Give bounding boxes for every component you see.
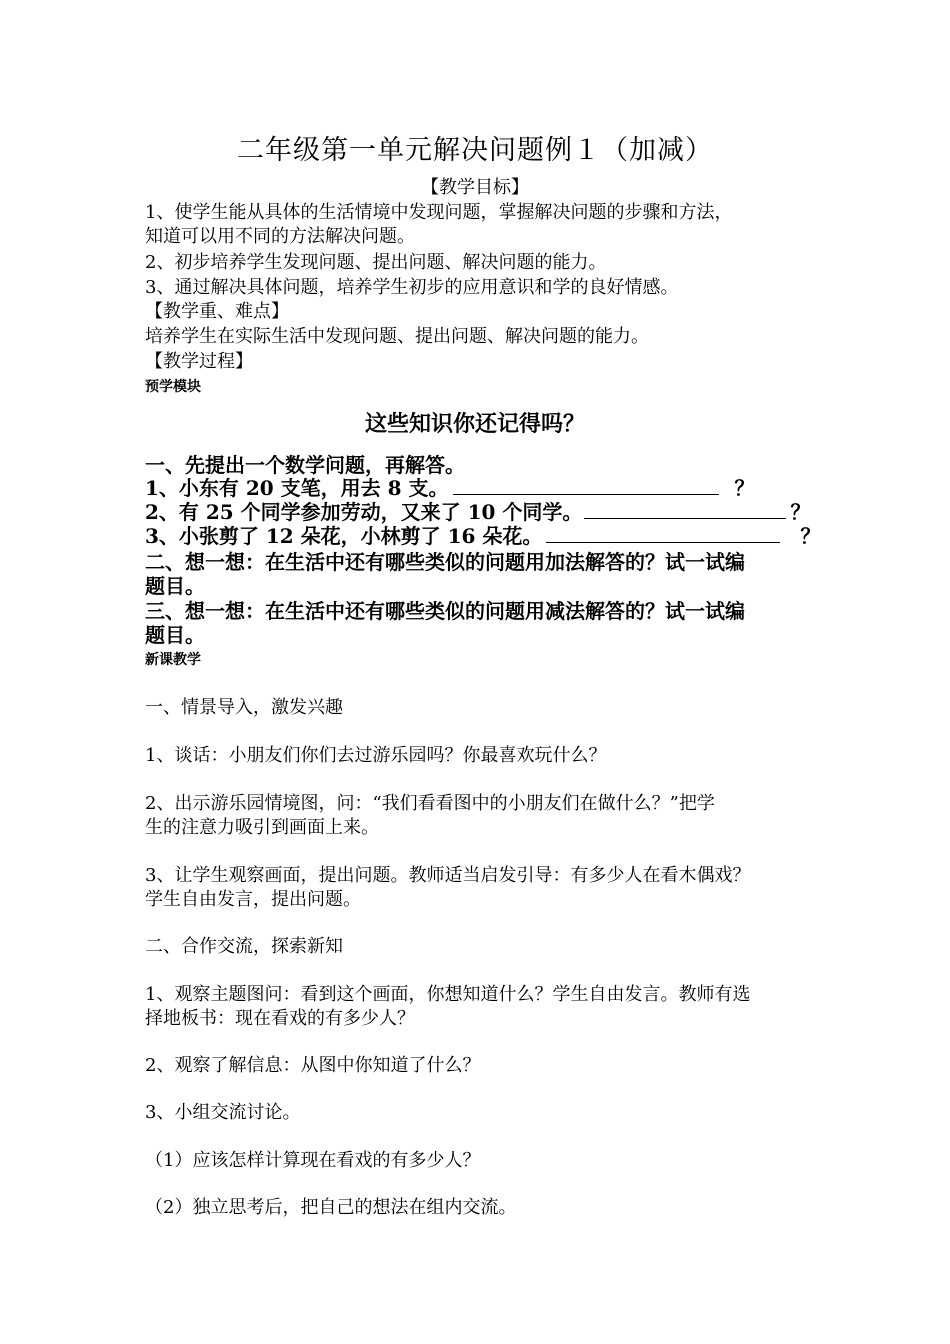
- question-section-1: 一、先提出一个数学问题，再解答。: [145, 453, 465, 477]
- review-heading: 这些知识你还记得吗？: [364, 411, 585, 437]
- question-1: [145, 475, 815, 501]
- part-1-item-2-line-2: 生的注意力吸引到画面上来。: [145, 817, 379, 838]
- new-lesson-label: 新课教学: [145, 652, 201, 668]
- question-1-answer-blank: [453, 475, 719, 495]
- question-3-text: 3、小张剪了 12 朵花，小林剪了 16 朵花。: [145, 524, 543, 548]
- key-points-header: 【教学重、难点】: [145, 301, 289, 322]
- question-1-mark: ？: [734, 476, 755, 500]
- question-1-text: 1、小东有 20 支笔，用去 8 支。: [145, 476, 449, 500]
- part-2-item-1-line-1: 1、观察主题图问：看到这个画面，你想知道什么？学生自由发言。教师有选: [145, 984, 751, 1005]
- goal-1-line-1: 1、使学生能从具体的生活情境中发现问题，掌握解决问题的步骤和方法，: [145, 202, 733, 223]
- question-2-mark: ？: [790, 500, 811, 524]
- question-section-2-line-1: 二、想一想：在生活中还有哪些类似的问题用加法解答的？试一试编: [145, 550, 745, 574]
- question-section-3-line-2: 题目。: [145, 623, 205, 647]
- part-1-heading: 一、情景导入，激发兴趣: [145, 697, 343, 718]
- part-1-item-3-line-1: 3、让学生观察画面，提出问题。教师适当启发引导：有多少人在看木偶戏？: [145, 865, 751, 886]
- part-2-item-3-sub-2: （2）独立思考后，把自己的想法在组内交流。: [145, 1197, 517, 1218]
- question-2-text: 2、有 25 个同学参加劳动，又来了 10 个同学。: [145, 500, 583, 524]
- question-3-answer-blank: [546, 523, 780, 543]
- goals-header: 【教学目标】: [421, 177, 529, 198]
- goal-1-line-2: 知道可以用不同的方法解决问题。: [145, 226, 415, 247]
- question-section-2-line-2: 题目。: [145, 574, 205, 598]
- question-2-answer-blank: [584, 499, 786, 519]
- part-1-item-2-line-1: 2、出示游乐园情境图，问：“我们看看图中的小朋友们在做什么？”把学: [145, 793, 715, 814]
- process-header: 【教学过程】: [145, 351, 253, 372]
- goal-3: 3、通过解决具体问题，培养学生初步的应用意识和学的良好情感。: [145, 277, 679, 298]
- key-points-text: 培养学生在实际生活中发现问题、提出问题、解决问题的能力。: [145, 326, 649, 347]
- preview-module-label: 预学模块: [145, 379, 201, 395]
- part-1-item-3-line-2: 学生自由发言，提出问题。: [145, 889, 361, 910]
- part-2-heading: 二、合作交流，探索新知: [145, 936, 343, 957]
- part-2-item-1-line-2: 择地板书：现在看戏的有多少人？: [145, 1008, 415, 1029]
- part-2-item-2: 2、观察了解信息：从图中你知道了什么？: [145, 1055, 481, 1076]
- question-3-mark: ？: [800, 524, 821, 548]
- goal-2: 2、初步培养学生发现问题、提出问题、解决问题的能力。: [145, 252, 607, 273]
- question-3: [145, 523, 821, 549]
- question-section-3-line-1: 三、想一想：在生活中还有哪些类似的问题用减法解答的？试一试编: [145, 599, 745, 623]
- part-1-item-1: 1、谈话：小朋友们你们去过游乐园吗？你最喜欢玩什么？: [145, 745, 607, 766]
- part-2-item-3: 3、小组交流讨论。: [145, 1102, 301, 1123]
- question-2: [145, 499, 815, 525]
- document-title: 二年级第一单元解决问题例１（加减）: [237, 135, 713, 166]
- part-2-item-3-sub-1: （1）应该怎样计算现在看戏的有多少人？: [145, 1150, 481, 1171]
